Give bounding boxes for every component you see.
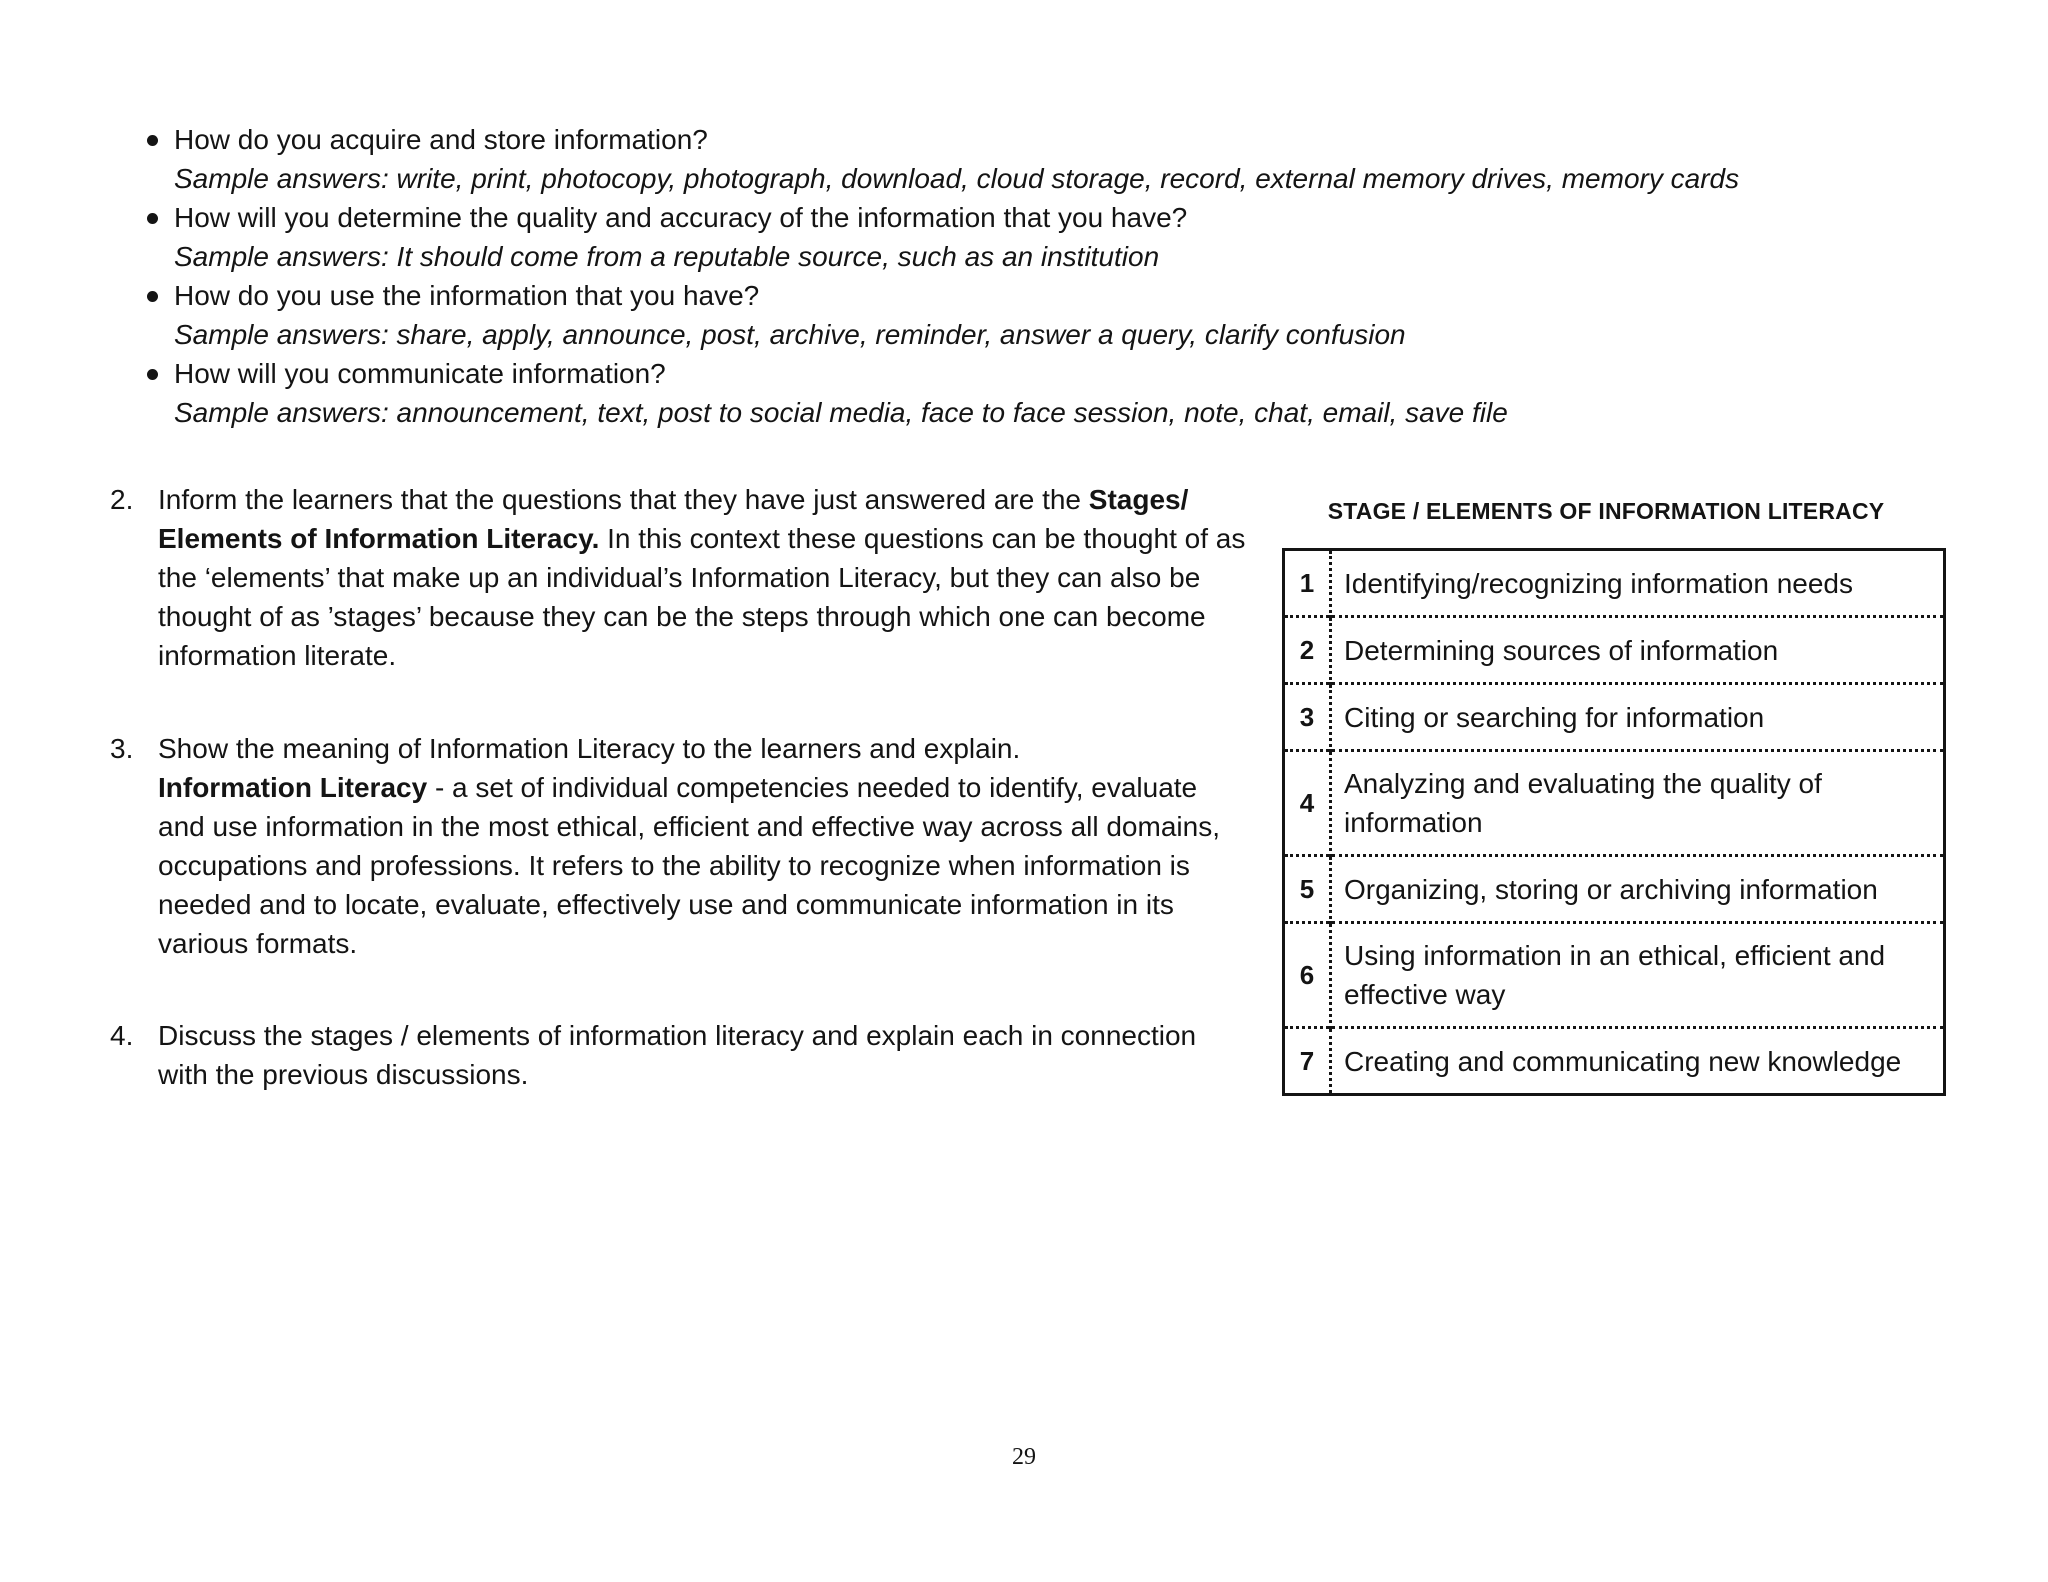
stage-text: Determining sources of information [1331, 617, 1945, 684]
table-row [1284, 550, 1945, 617]
item-number: 2. [110, 484, 134, 515]
bullet-sample-answer: Sample answers: write, print, photocopy, photograph, download, cloud storage, record, external memory drives, memory cards [174, 163, 1740, 194]
list-item [140, 120, 1880, 198]
item-number: 3. [110, 733, 134, 764]
item-number: 4. [110, 1020, 134, 1051]
bullet-question: How do you use the information that you have? [174, 280, 760, 311]
stage-text: Citing or searching for information [1331, 684, 1945, 751]
numbered-item-3 [110, 729, 1250, 963]
numbered-item-4 [110, 1016, 1250, 1094]
stage-number: 2 [1284, 617, 1331, 684]
stages-table [1282, 548, 1946, 1096]
stage-number: 6 [1284, 923, 1331, 1028]
item-text [158, 729, 1250, 963]
stage-text: Organizing, storing or archiving information [1331, 856, 1945, 923]
bullet-sample-answer: Sample answers: It should come from a reputable source, such as an institution [174, 241, 1160, 272]
list-item [140, 198, 1880, 276]
stage-number: 1 [1284, 550, 1331, 617]
page-number: 29 [1012, 1444, 1036, 1470]
table-row [1284, 617, 1945, 684]
stage-text: Identifying/recognizing information needs [1344, 567, 1853, 599]
stage-number: 4 [1284, 751, 1331, 856]
item-intro: Show the meaning of Information Literacy to the learners and explain. [158, 733, 1021, 764]
bullet-question: How will you determine the quality and accuracy of the information that you have? [174, 202, 1188, 233]
stage-number: 3 [1284, 684, 1331, 751]
bullet-question: How will you communicate information? [174, 358, 666, 389]
stage-text: Using information in an ethical, efficient and effective way [1331, 923, 1945, 1028]
definition [158, 768, 1250, 963]
bullet-question: How do you acquire and store information? [174, 124, 708, 155]
table-row [1284, 923, 1945, 1028]
question-bullet-list [140, 120, 1880, 432]
list-item [140, 354, 1880, 432]
item-text: Discuss the stages / elements of information literacy and explain each in connection with the previous discussions. [158, 1020, 1197, 1090]
table-title: STAGE / ELEMENTS OF INFORMATION LITERACY [1327, 498, 1885, 524]
table-row [1284, 684, 1945, 751]
stage-text: Analyzing and evaluating the quality of information [1331, 751, 1945, 856]
table-row [1284, 856, 1945, 923]
item-text [158, 480, 1250, 675]
table-row [1284, 751, 1945, 856]
numbered-item-2 [110, 480, 1250, 675]
stage-text: Creating and communicating new knowledge [1331, 1028, 1945, 1095]
definition-term: Information Literacy [158, 772, 428, 803]
item-text-before: Inform the learners that the questions that they have just answered are the [158, 484, 1089, 515]
stage-number: 7 [1284, 1028, 1331, 1095]
definition-text: - a set of individual competencies needed to identify, evaluate and use information in the most ethical, efficient and effective way across all domains, occupations and professions. It refers to the ability to recognize when information is needed and to locate, evaluate, effectively use and communicate information in its various formats. [158, 772, 1220, 959]
bullet-sample-answer: Sample answers: announcement, text, post to social media, face to face session, note, chat, email, save file [174, 397, 1508, 428]
list-item [140, 276, 1880, 354]
bullet-sample-answer: Sample answers: share, apply, announce, post, archive, reminder, answer a query, clarify confusion [174, 319, 1406, 350]
item-text-after: In this context these questions can be thought of as the ‘elements’ that make up an individual’s Information Literacy, but they can also be thought of as ’stages’ because they can be the steps through which one can become information literate. [158, 523, 1246, 671]
table-row [1284, 1028, 1945, 1095]
stage-number: 5 [1284, 856, 1331, 923]
item-bold-term: Stages/ Elements of Information Literacy. [158, 484, 1189, 554]
